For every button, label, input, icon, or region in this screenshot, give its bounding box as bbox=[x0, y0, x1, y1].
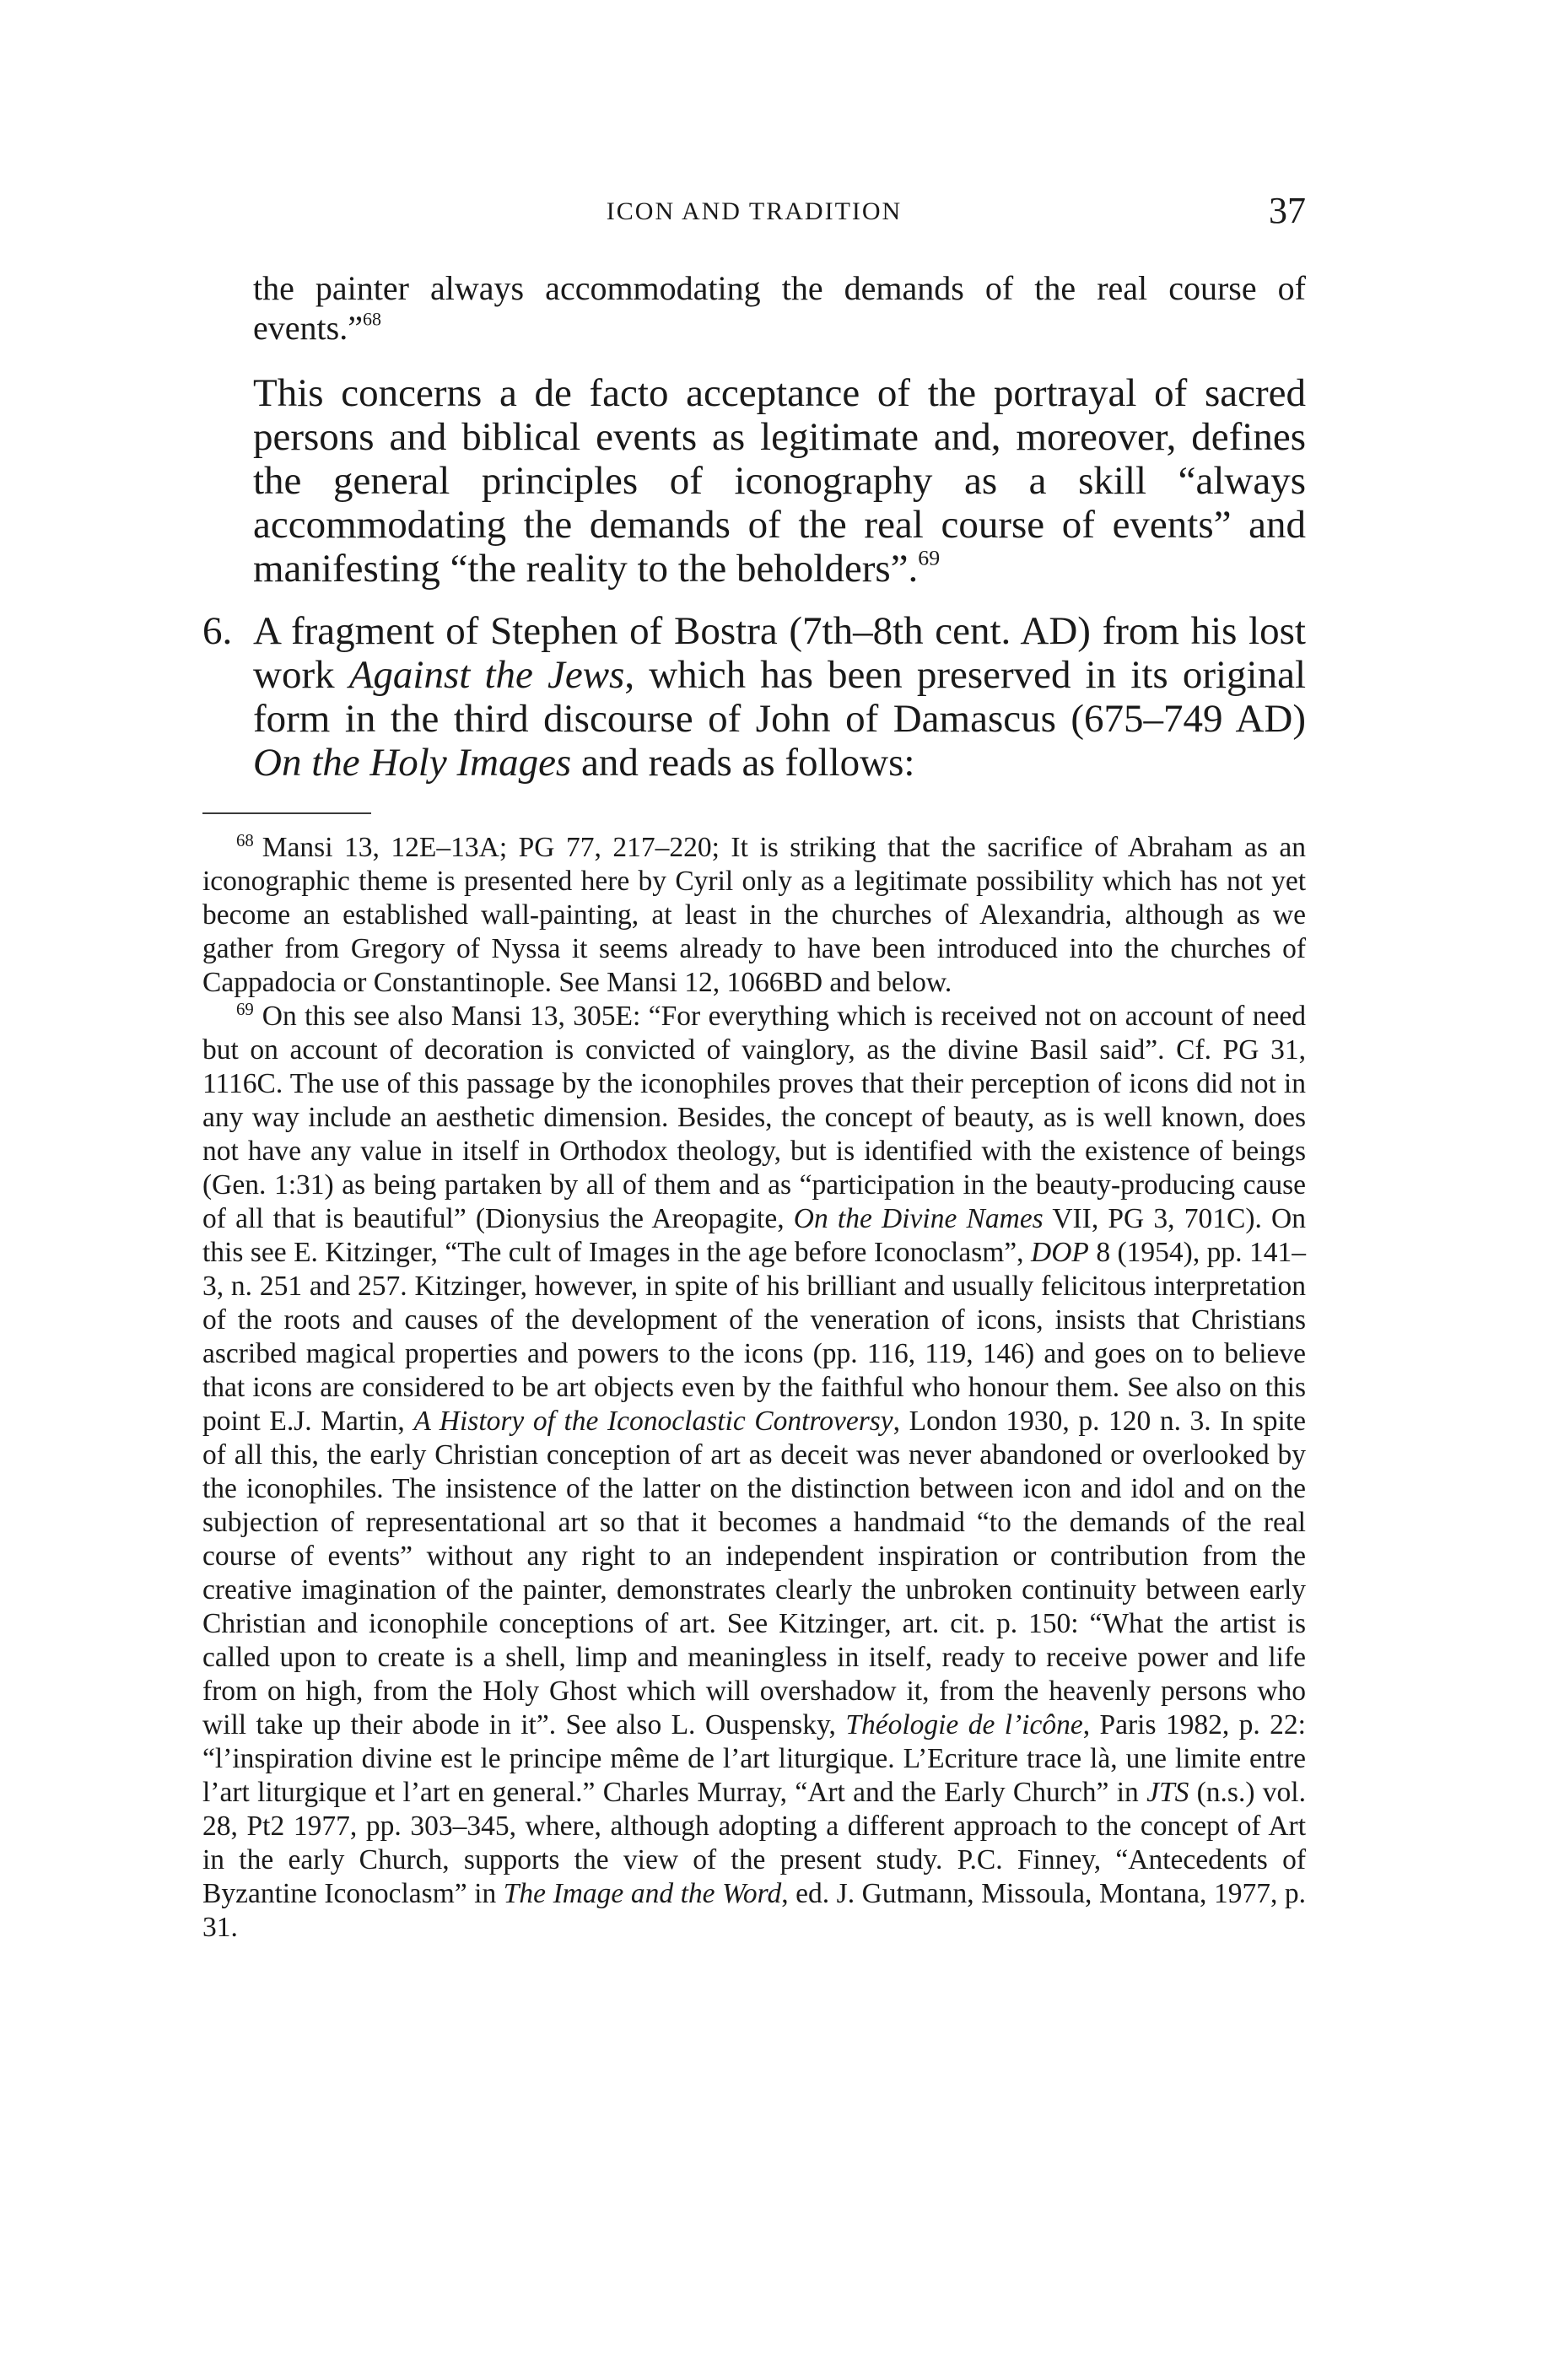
footnote-text: (n.s.) vol. 28, Pt2 1977, pp. 303–345, where, although adopting a different approach to the concept of Art in the early Church, supports the view of the present study. P.C. Finney, “Antecedents of Byzantine Iconoclasm” in bbox=[202, 1777, 1306, 1909]
work-title: A History of the Iconoclastic Controversy bbox=[413, 1406, 893, 1437]
footnote-text: , Paris 1982, p. 22: “l’inspiration divine est le principe même de l’art liturgique. L’Ecriture trace là, une limite entre l’art liturgique et l’art en general.” Charles Murray, “Art and the Early Church” in bbox=[202, 1709, 1306, 1808]
list-marker: 6. bbox=[202, 609, 233, 653]
journal-title: DOP bbox=[1031, 1237, 1089, 1268]
footnote-text: VII, PG 3, 701C). On this see E. Kitzinger, “The cult of Images in the age before Iconoclasm”, bbox=[202, 1203, 1307, 1268]
list-item-text: , which has been preserved in its original form in the third discourse of John of Damascus (675–749 AD) bbox=[253, 653, 1307, 741]
footnote-number: 68 bbox=[236, 830, 254, 850]
body-paragraph bbox=[253, 371, 1306, 591]
footnote-text: , ed. J. Gutmann, Missoula, Montana, 1977, p. 31. bbox=[202, 1878, 1307, 1943]
list-item-body bbox=[253, 609, 1306, 785]
running-header bbox=[202, 191, 1306, 235]
footnotes bbox=[202, 831, 1306, 1945]
footnote-68 bbox=[202, 831, 1306, 1000]
footnote-text: , London 1930, p. 120 n. 3. In spite of all this, the early Christian conception of art as deceit was never abandoned or overlooked by the iconophiles. The insistence of the latter on the distinction between icon and idol and on the subjection of representational art so that it becomes a handmaid “to the demands of the real course of events” without any right to an independent inspiration or contribution from the creative imagination of the painter, demonstrates clearly the unbroken continuity between early Christian and iconophile conceptions of art. See Kitzinger, art. cit. p. 150: “What the artist is called upon to create is a shell, limp and meaningless in itself, ready to receive power and life from on high, from the Holy Ghost which will overshadow it, from the heavenly persons who will take up their abode in it”. See also L. Ouspensky, bbox=[202, 1406, 1306, 1740]
footnote-number: 69 bbox=[236, 999, 254, 1019]
quote-continuation-text: the painter always accommodating the demands of the real course of events.” bbox=[253, 269, 1306, 347]
work-title: The Image and the Word bbox=[503, 1878, 782, 1909]
running-title: ICON AND TRADITION bbox=[606, 197, 903, 225]
work-title-against-the-jews: Against the Jews bbox=[348, 653, 625, 697]
quote-continuation bbox=[253, 268, 1306, 348]
work-title: Théologie de l’icône bbox=[845, 1709, 1083, 1740]
footnote-text: 8 (1954), pp. 141–3, n. 251 and 257. Kitzinger, however, in spite of his brilliant and usually felicitous interpretation of the roots and causes of the development of the veneration of icons, insists that Christians ascribed magical properties and powers to the icons (pp. 116, 119, 146) and goes on to believe that icons are considered to be art objects even by the faithful who honour them. See also on this point E.J. Martin, bbox=[202, 1237, 1306, 1437]
journal-title: JTS bbox=[1146, 1777, 1189, 1808]
footnote-ref-69[interactable]: 69 bbox=[918, 545, 941, 570]
list-item-text: A fragment of Stephen of Bostra (7th–8th cent. AD) from his lost work bbox=[253, 609, 1306, 697]
list-item-text: and reads as follows: bbox=[571, 741, 915, 785]
work-title: On the Divine Names bbox=[793, 1203, 1044, 1234]
body-paragraph-text: This concerns a de facto acceptance of the portrayal of sacred persons and biblical events as legitimate and, moreover, defines the general principles of iconography as a skill “always accommodating the demands of the real course of events” and manifesting “the reality to the beholders”. bbox=[253, 371, 1306, 591]
footnote-text: Mansi 13, 12E–13A; PG 77, 217–220; It is striking that the sacrifice of Abraham as an iconographic theme is presented here by Cyril only as a legitimate possibility which has not yet become an established wall-painting, at least in the churches of Alexandria, although as we gather from Gregory of Nyssa it seems already to have been introduced into the churches of Cappadocia or Constantinople. See Mansi 12, 1066BD and below. bbox=[202, 832, 1306, 998]
footnote-69 bbox=[202, 1000, 1306, 1945]
page-number: 37 bbox=[1269, 190, 1306, 231]
footnote-separator bbox=[202, 812, 371, 814]
work-title-on-the-holy-images: On the Holy Images bbox=[253, 741, 572, 785]
footnote-ref-68[interactable]: 68 bbox=[362, 308, 381, 330]
footnote-text: On this see also Mansi 13, 305E: “For everything which is received not on account of need but on account of decoration is convicted of vainglory, as the divine Basil said”. Cf. PG 31, 1116C. The use of this passage by the iconophiles proves that their perception of icons did not in any way include an aesthetic dimension. Besides, the concept of beauty, as is well known, does not have any value in itself in Orthodox theology, but is identified with the existence of beings (Gen. 1:31) as being partaken by all of them and as “participation in the beauty-producing cause of all that is beautiful” (Dionysius the Areopagite, bbox=[202, 1001, 1306, 1234]
